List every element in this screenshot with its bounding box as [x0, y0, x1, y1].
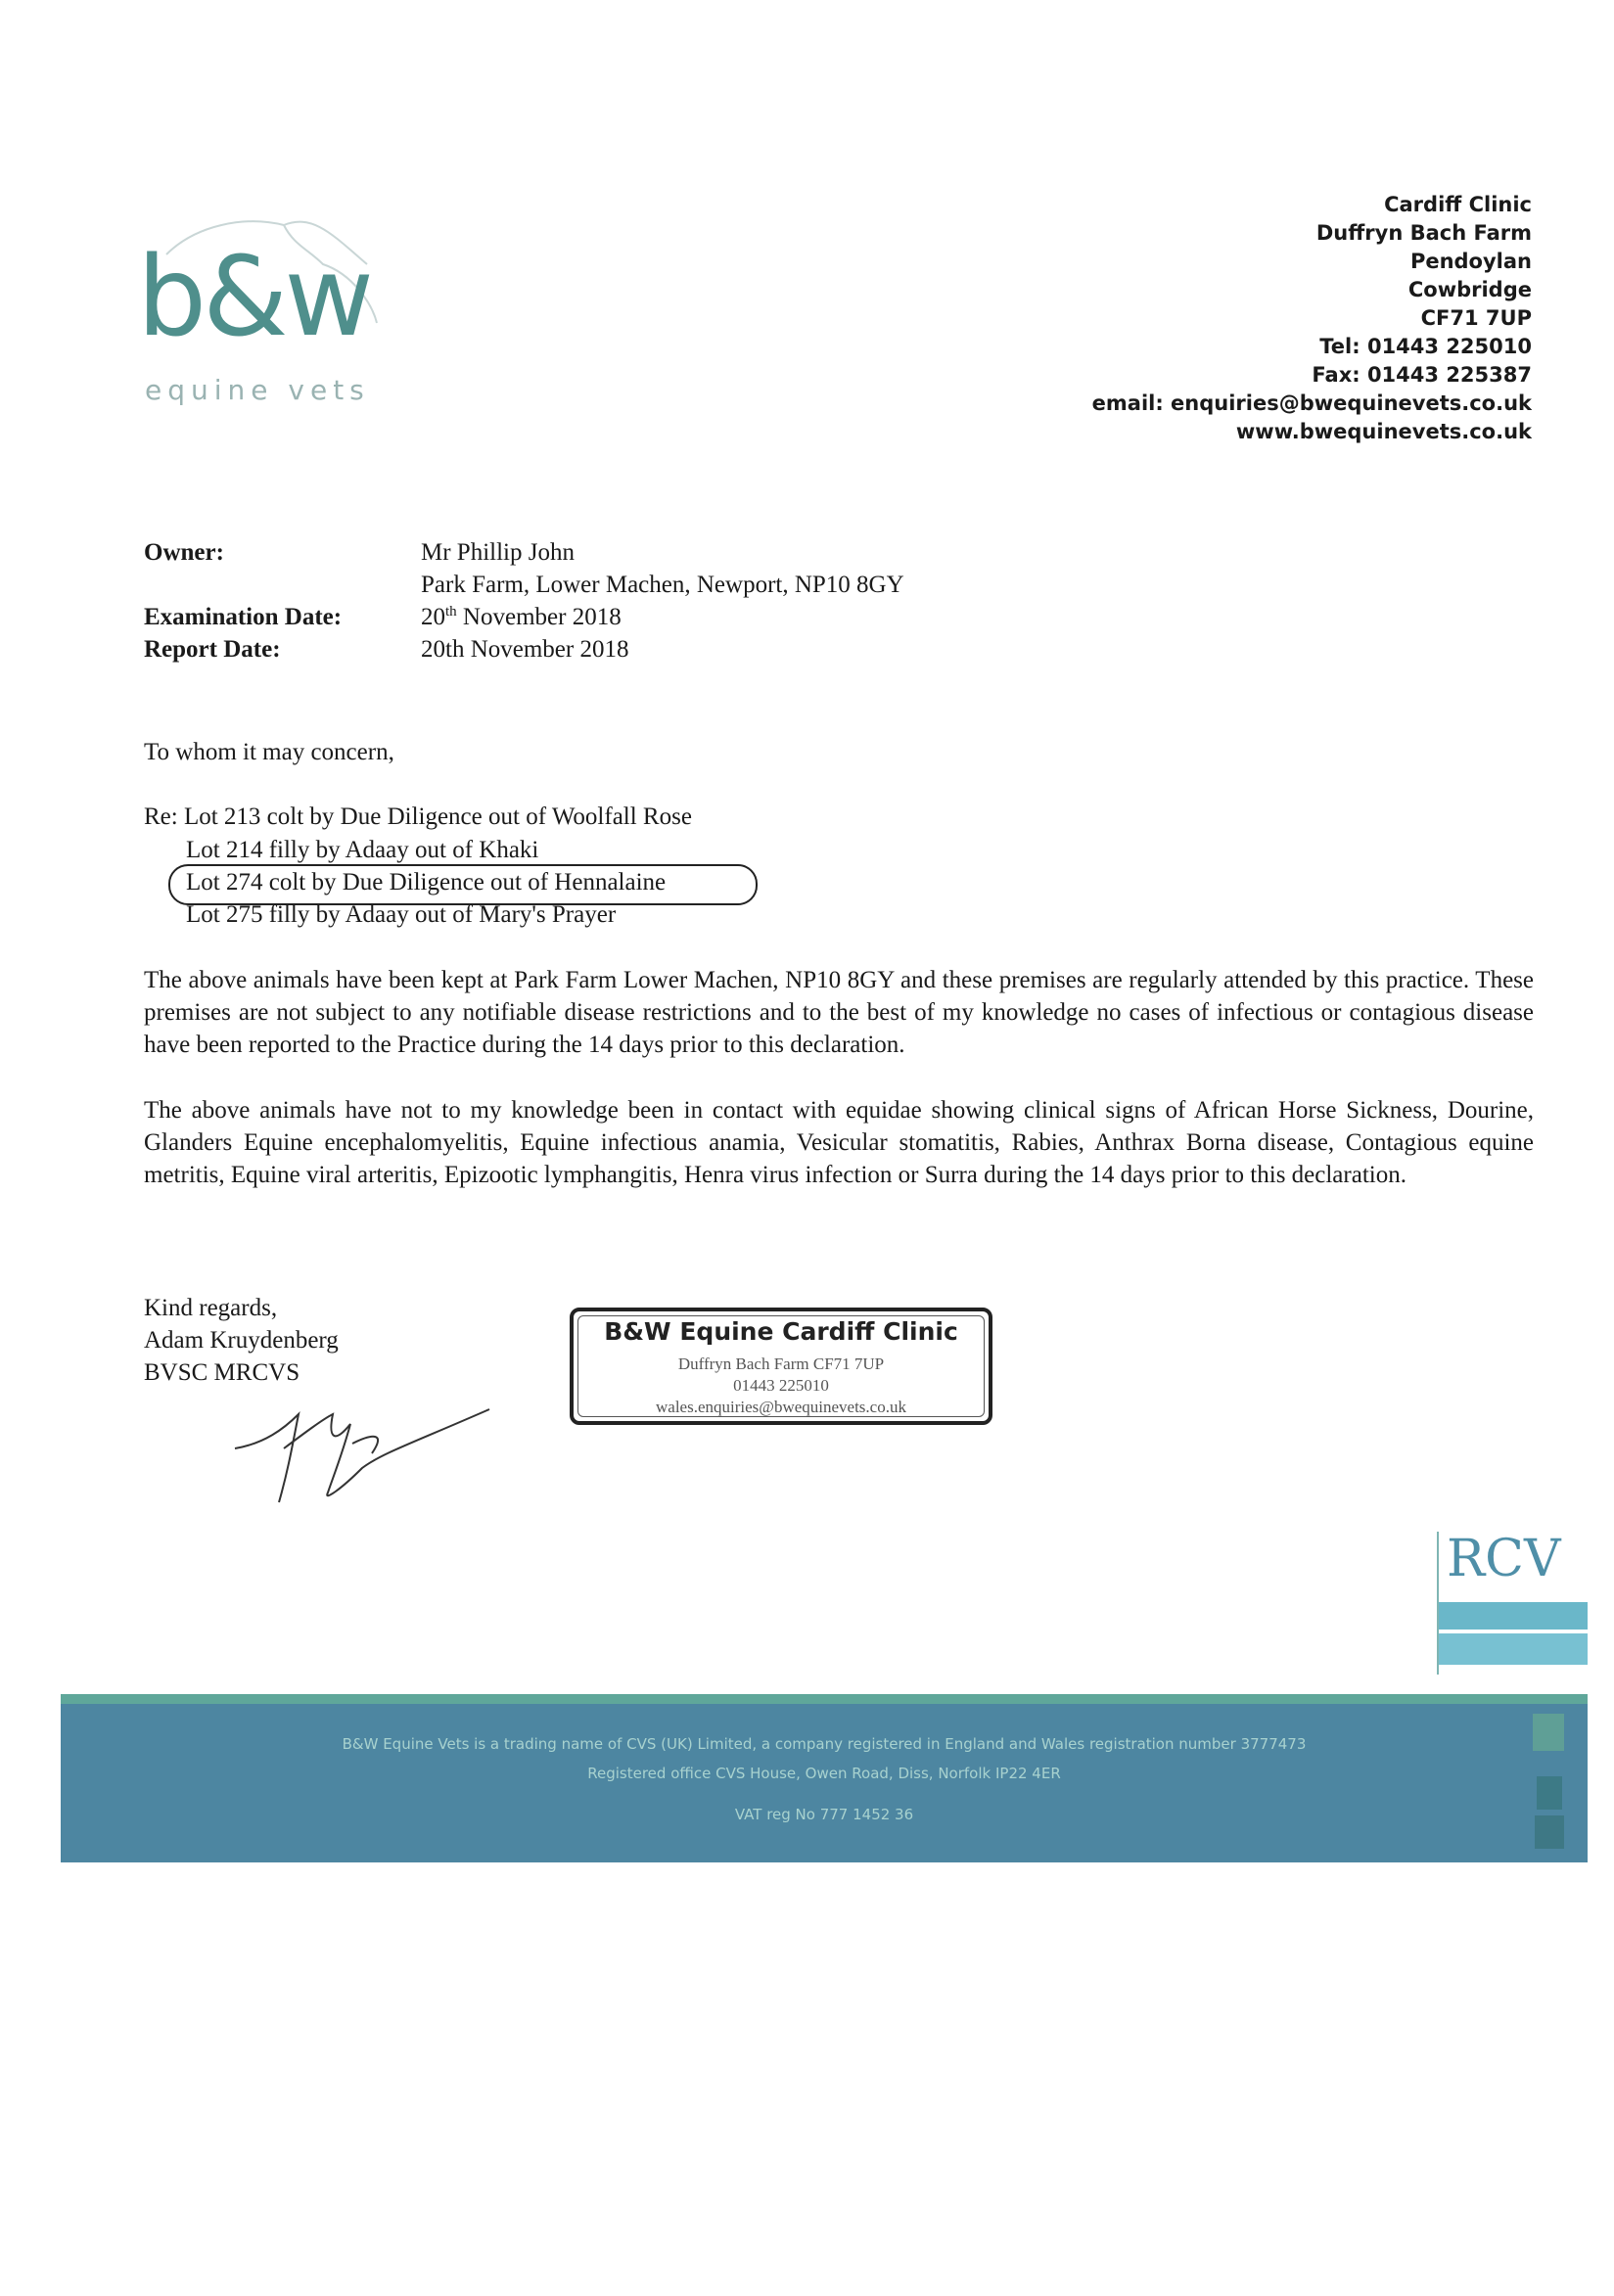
footer-company: B&W Equine Vets is a trading name of CVS (UK) Limited, a company registered in England and Wales registration number 3777473 [342, 1735, 1307, 1753]
logo-tagline: equine vets [145, 374, 370, 406]
re-line-3: Lot 274 colt by Due Diligence out of Hennalaine [186, 869, 667, 895]
rcvs-badge [1437, 1532, 1588, 1675]
address-clinic: Cardiff Clinic [1384, 193, 1532, 216]
signature [225, 1395, 499, 1512]
logo-wordmark: b&w [137, 234, 371, 361]
footer-vat: VAT reg No 777 1452 36 [734, 1806, 914, 1823]
exam-date-label: Examination Date: [144, 604, 343, 630]
address-tel: Tel: 01443 225010 [1319, 335, 1532, 358]
address-town: Pendoylan [1409, 250, 1532, 273]
paragraph-diseases: The above animals have not to my knowledge been in contact with equidae showing clinical signs of African Horse Sickness, Dourine, Glanders Equine encephalomyelitis, Equine infectious anamia, Vesicular stomatitis, Rabies, Anthrax Borna disease, Contagious equine metritis, Equine viral arteritis, Epizootic lymphangitis, Henra virus infection or Surra during the 14 days prior to this declaration. [144, 1097, 1534, 1188]
clinic-address [1092, 191, 1532, 446]
rcvs-text: RCV [1447, 1532, 1561, 1588]
re-line-2: Lot 214 filly by Adaay out of Khaki [186, 837, 539, 863]
address-website[interactable]: www.bwequinevets.co.uk [1235, 420, 1532, 443]
paragraph-premises: The above animals have been kept at Park Farm Lower Machen, NP10 8GY and these premises are regularly attended by this practice. These premises are not subject to any notifiable disease restrictions and to the best of my knowledge no cases of infectious or contagious disease have been reported to the Practice during the 14 days prior to this declaration. [144, 967, 1534, 1058]
signer-credentials: BVSC MRCVS [144, 1359, 300, 1386]
footer-registered-office: Registered office CVS House, Owen Road, Diss, Norfolk IP22 4ER [587, 1765, 1061, 1782]
report-date-label: Report Date: [144, 636, 281, 663]
stamp-title: B&W Equine Cardiff Clinic [604, 1317, 958, 1346]
footer-emblem-icon [1527, 1708, 1570, 1855]
closing: Kind regards, [144, 1295, 278, 1321]
owner-label: Owner: [144, 539, 224, 566]
owner-name: Mr Phillip John [421, 539, 575, 566]
stamp-email: wales.enquiries@bwequinevets.co.uk [656, 1398, 906, 1416]
re-line-1: Re: Lot 213 colt by Due Diligence out of Woolfall Rose [144, 804, 692, 830]
address-email[interactable]: email: enquiries@bwequinevets.co.uk [1091, 391, 1532, 415]
stamp-phone: 01443 225010 [733, 1376, 829, 1395]
address-farm: Duffryn Bach Farm [1315, 221, 1532, 245]
report-date: 20th November 2018 [421, 636, 629, 663]
re-line-4: Lot 275 filly by Adaay out of Mary's Prayer [186, 901, 617, 928]
stamp-address: Duffryn Bach Farm CF71 7UP [677, 1355, 885, 1373]
clinic-stamp [570, 1308, 992, 1425]
footer-band [61, 1694, 1588, 1862]
greeting: To whom it may concern, [144, 739, 394, 765]
exam-date: 20th November 2018 [421, 604, 622, 630]
signer-name: Adam Kruydenberg [144, 1327, 339, 1354]
address-fax: Fax: 01443 225387 [1312, 363, 1532, 387]
address-postcode: CF71 7UP [1420, 306, 1532, 330]
address-city: Cowbridge [1407, 278, 1532, 301]
owner-address: Park Farm, Lower Machen, Newport, NP10 8GY [421, 572, 904, 598]
